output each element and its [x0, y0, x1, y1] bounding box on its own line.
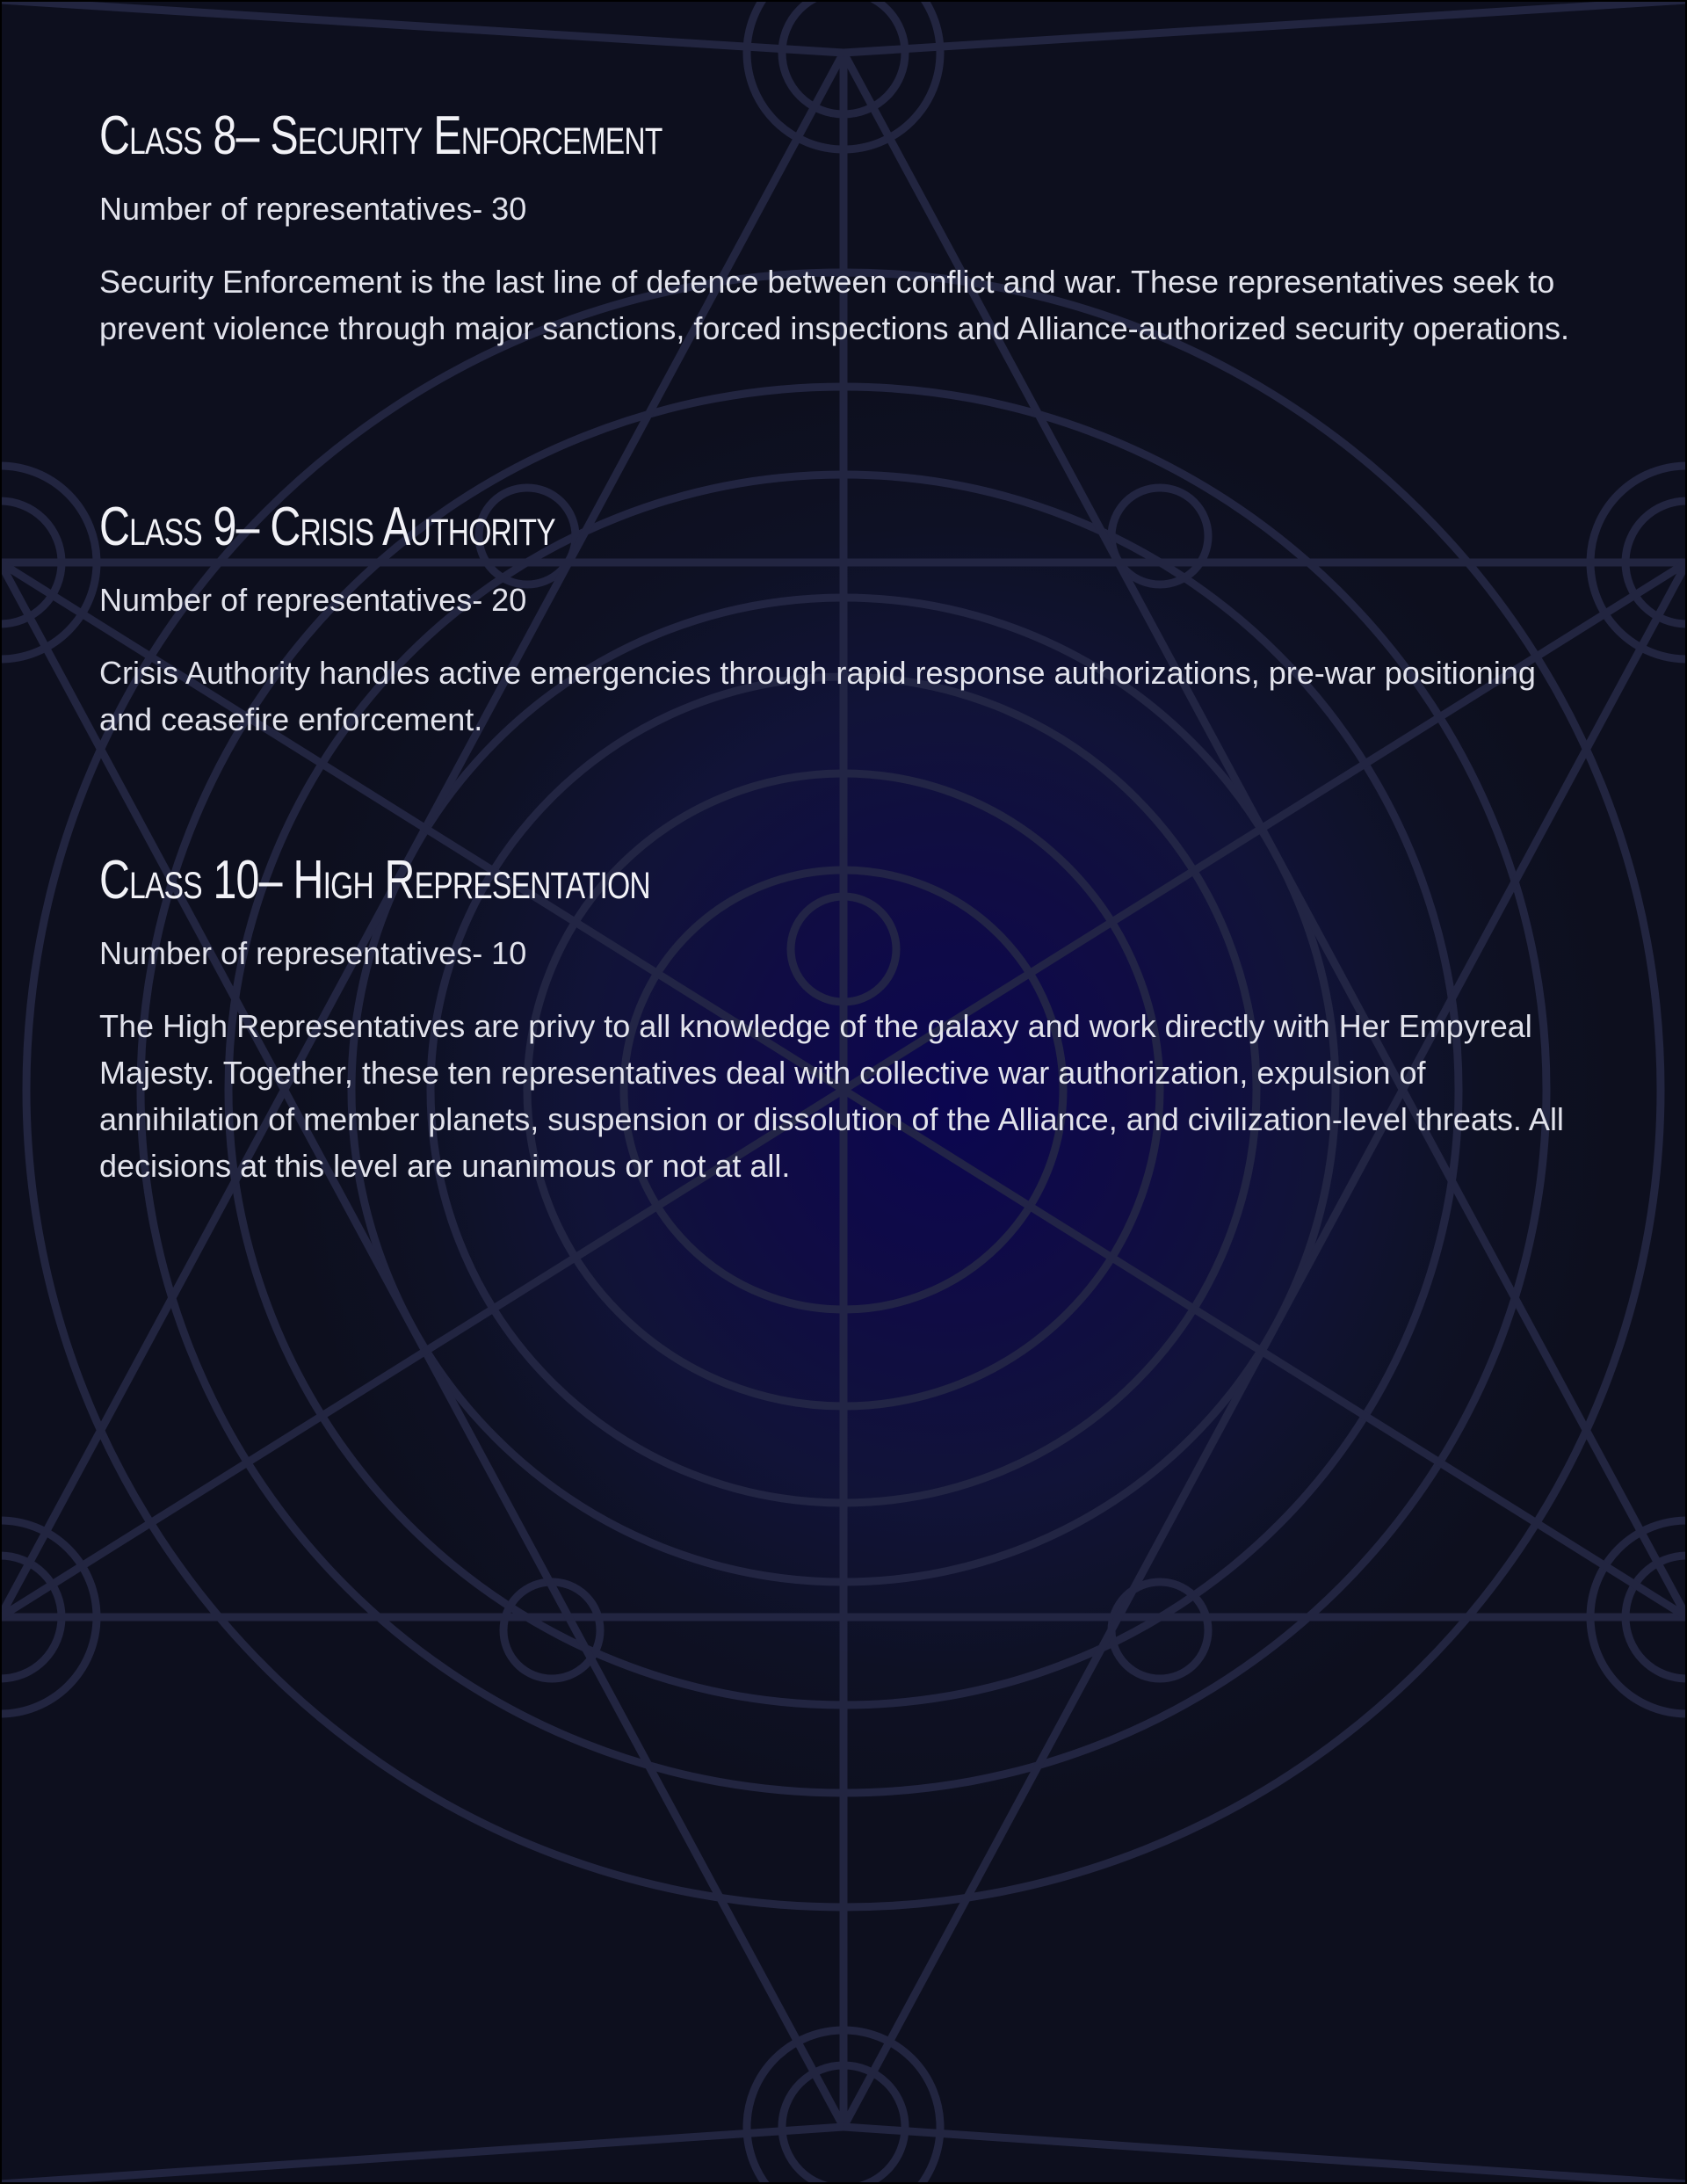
- representatives-count: Number of representatives- 10: [99, 935, 527, 971]
- representatives-count: Number of representatives- 20: [99, 582, 527, 618]
- section-description: Security Enforcement is the last line of defence between conflict and war. These representatives seek to prevent violence through major sanctions, forced inspections and Alliance-authorized security operations.: [99, 264, 1569, 346]
- section-description: The High Representatives are privy to all knowledge of the galaxy and work directly with Her Empyreal Majesty. Together, these ten representatives deal with collective war authorization, expulsion of annihilation of member planets, suspension or dissolution of the Alliance, and civilization-level threats. All decisions at this level are unanimous or not at all.: [99, 1008, 1564, 1184]
- section-description: Crisis Authority handles active emergencies through rapid response authorizations, pre-war positioning and ceasefire enforcement.: [99, 655, 1536, 737]
- section-class-9: [99, 495, 1575, 743]
- representatives-count: Number of representatives- 30: [99, 191, 527, 227]
- section-title: Class 8– Security Enforcement: [99, 105, 662, 166]
- section-class-8: [99, 104, 1575, 352]
- section-class-10: [99, 848, 1575, 1189]
- section-title: Class 9– Crisis Authority: [99, 497, 555, 557]
- section-title: Class 10– High Representation: [99, 850, 650, 911]
